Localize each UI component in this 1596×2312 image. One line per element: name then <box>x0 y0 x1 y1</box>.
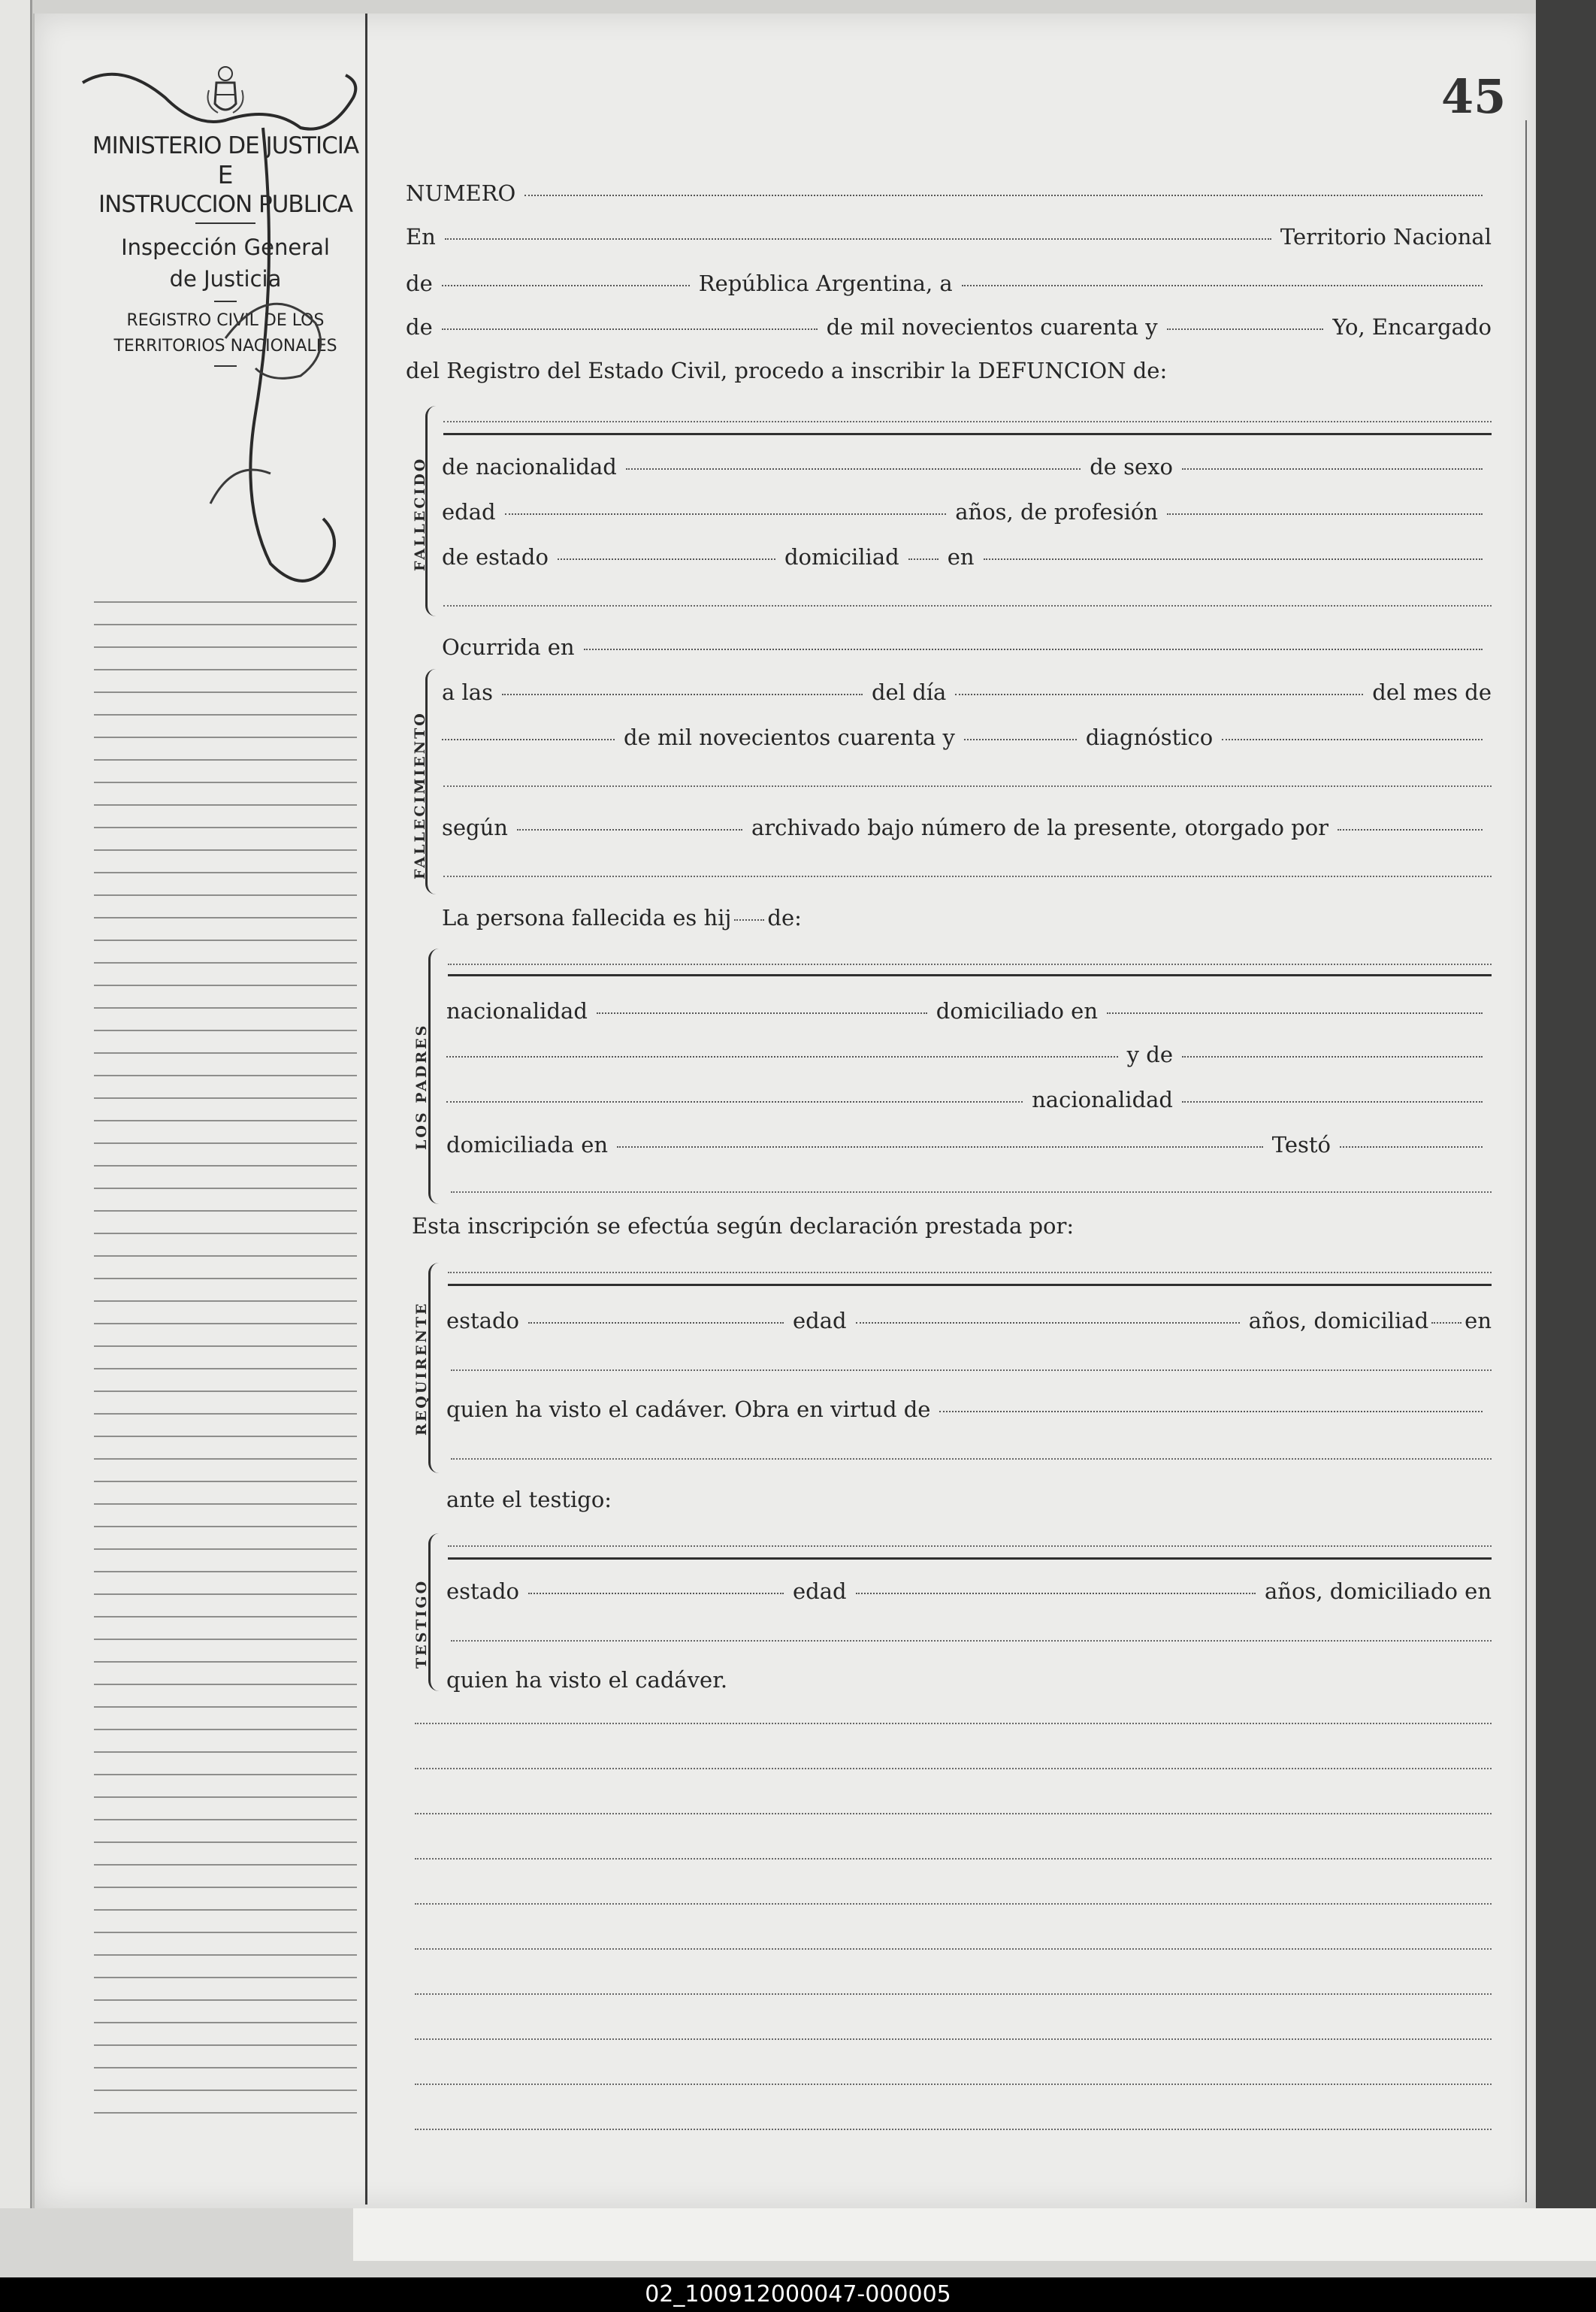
nacionalidad-madre-field[interactable] <box>1182 1101 1483 1103</box>
quien-requirente-label: quien ha visto el cadáver. Obra en virtud de <box>446 1397 931 1422</box>
en-label-fallecido: en <box>947 544 975 570</box>
margin-ruled-lines <box>94 601 357 2135</box>
domicilio-testigo-field[interactable] <box>451 1640 1492 1642</box>
ministry-line-4: Inspección General <box>121 235 330 260</box>
segun-row <box>442 815 1492 840</box>
estado-testigo-field[interactable] <box>528 1593 784 1594</box>
testo-label: Testó <box>1271 1132 1331 1158</box>
testo-field[interactable] <box>1340 1146 1483 1148</box>
diagnostico-label: diagnóstico <box>1085 725 1214 750</box>
padre-nacionalidad-row <box>446 998 1492 1024</box>
estado-requirente-field[interactable] <box>528 1322 784 1324</box>
ministry-line-2: E <box>217 160 234 189</box>
testigo-label: TESTIGO <box>413 1578 430 1669</box>
domicilio-madre-field[interactable] <box>617 1146 1263 1148</box>
ministry-line-3: INSTRUCCION PUBLICA <box>98 191 352 218</box>
domiciliad-requirente-suffix[interactable] <box>1431 1322 1461 1324</box>
edad-testigo-field[interactable] <box>856 1593 1256 1594</box>
diagnostico-field[interactable] <box>1222 739 1483 740</box>
madre-nacionalidad-row <box>446 1087 1492 1112</box>
edad-field[interactable] <box>505 513 947 515</box>
dia-fallecimiento-field[interactable] <box>955 694 1363 695</box>
estado-field[interactable] <box>558 558 775 560</box>
estado-requirente-label: estado <box>446 1308 520 1333</box>
y-de-label: y de <box>1126 1042 1173 1067</box>
domiciliad-label: domiciliad <box>784 544 899 570</box>
ocurrida-label: Ocurrida en <box>442 634 575 660</box>
domicilio-padre-field-2[interactable] <box>446 1056 1118 1058</box>
nacionalidad-field[interactable] <box>626 468 1081 470</box>
declaracion-label: Esta inscripción se efectúa según declaración prestada por: <box>412 1213 1075 1239</box>
estado-label: de estado <box>442 544 549 570</box>
image-caption: 02_100912000047-000005 <box>0 2277 1596 2312</box>
fallecimiento-label: FALLECIMIENTO <box>412 711 428 879</box>
anio-field[interactable] <box>1167 328 1324 330</box>
notes-line[interactable] <box>415 1768 1492 1769</box>
notes-line[interactable] <box>415 2084 1492 2085</box>
padres-rule <box>448 974 1492 976</box>
numero-row <box>406 180 1492 206</box>
virtud-field[interactable] <box>939 1411 1483 1412</box>
madre-row <box>446 1042 1492 1067</box>
ministry-line-7: TERRITORIOS NACIONALES <box>113 337 337 356</box>
mil-fallecimiento-label: de mil novecientos cuarenta y <box>624 725 955 750</box>
certificado-field[interactable] <box>517 829 742 831</box>
profesion-label: años, de profesión <box>955 499 1158 525</box>
requirente-nombre-field[interactable] <box>448 1272 1492 1273</box>
anio-fallecimiento-field[interactable] <box>964 739 1077 740</box>
virtud-field-2[interactable] <box>451 1458 1492 1460</box>
hijo-de-label: de: <box>767 905 802 931</box>
notes-line[interactable] <box>415 1903 1492 1905</box>
diagnostico-field-2[interactable] <box>443 785 1492 787</box>
del-dia-label: del día <box>871 679 947 705</box>
de-label-2: de <box>406 314 433 340</box>
testigo-nombre-field[interactable] <box>448 1545 1492 1547</box>
numero-label: NUMERO <box>406 180 516 206</box>
anio-row <box>442 725 1492 750</box>
nacionalidad-label: de nacionalidad <box>442 454 617 480</box>
profesion-field[interactable] <box>1167 513 1483 515</box>
territorio-field[interactable] <box>442 285 690 286</box>
edad-requirente-field[interactable] <box>856 1322 1240 1324</box>
fallecido-label: FALLECIDO <box>412 456 428 571</box>
numero-field[interactable] <box>524 195 1483 196</box>
padres-label: LOS PADRES <box>413 1023 430 1150</box>
republica-row <box>406 271 1492 296</box>
anos-testigo-label: años, domiciliado en <box>1265 1578 1492 1604</box>
nombre-field[interactable] <box>443 421 1492 422</box>
testigo-cadaver-row <box>446 1667 1492 1693</box>
notes-line[interactable] <box>415 1723 1492 1724</box>
ministry-line-6: REGISTRO CIVIL DE LOS <box>126 311 325 330</box>
nacionalidad-padre-field[interactable] <box>597 1012 927 1014</box>
edad-requirente-label: edad <box>793 1308 847 1333</box>
padre-nombre-field[interactable] <box>448 964 1492 965</box>
requirente-datos-row <box>446 1308 1492 1333</box>
padres-brace <box>428 949 441 1204</box>
requirente-rule <box>448 1284 1492 1286</box>
testigo-rule <box>448 1557 1492 1560</box>
notes-line[interactable] <box>415 2129 1492 2130</box>
requirente-brace <box>428 1263 441 1473</box>
testigo-intro-row <box>446 1487 1492 1512</box>
notes-line[interactable] <box>415 1993 1492 1995</box>
ministry-line-5: de Justicia <box>169 266 282 292</box>
mes-fallecimiento-field[interactable] <box>442 739 615 740</box>
hijo-suffix-field[interactable] <box>734 919 764 921</box>
nacionalidad-padre-label: nacionalidad <box>446 998 588 1024</box>
domicilio-field[interactable] <box>984 558 1483 560</box>
padres-extra-field[interactable] <box>451 1191 1492 1193</box>
de-label-1: de <box>406 271 433 296</box>
quien-testigo-label: quien ha visto el cadáver. <box>446 1667 728 1693</box>
archivado-label: archivado bajo número de la presente, otorgado por <box>751 815 1329 840</box>
testigo-intro-label: ante el testigo: <box>446 1487 612 1512</box>
madre-domicilio-row <box>446 1132 1492 1158</box>
en-label: En <box>406 224 436 250</box>
yo-label: Yo, Encargado <box>1332 314 1492 340</box>
madre-nombre-field-2[interactable] <box>446 1101 1023 1103</box>
domicilio-field-2[interactable] <box>443 605 1492 607</box>
nacionalidad-row <box>442 454 1492 480</box>
domicilio-requirente-field[interactable] <box>451 1369 1492 1371</box>
en-requirente-label: en <box>1465 1308 1492 1333</box>
notes-line[interactable] <box>415 2038 1492 2040</box>
otorgado-field-2[interactable] <box>443 876 1492 877</box>
edad-testigo-label: edad <box>793 1578 847 1604</box>
notes-line[interactable] <box>415 1858 1492 1860</box>
hijo-row <box>442 905 1492 931</box>
hora-row <box>442 679 1492 705</box>
right-border <box>1525 120 1527 2202</box>
sexo-field[interactable] <box>1182 468 1483 470</box>
hora-field[interactable] <box>502 694 863 695</box>
domiciliado-label: domiciliado en <box>936 998 1098 1024</box>
requirente-label: REQUIRENTE <box>413 1301 430 1436</box>
en-row <box>406 224 1492 250</box>
mes-field[interactable] <box>442 328 818 330</box>
requirente-cadaver-row <box>446 1397 1492 1422</box>
notes-line[interactable] <box>415 1948 1492 1950</box>
domicilio-padre-field[interactable] <box>1107 1012 1483 1014</box>
ministry-line-1: MINISTERIO DE JUSTICIA <box>92 132 359 159</box>
anos-requirente-label: años, domiciliad <box>1248 1308 1429 1333</box>
fallecido-rule <box>443 433 1492 435</box>
del-mes-label: del mes de <box>1372 679 1492 705</box>
registro-label: del Registro del Estado Civil, procedo a inscribir la DEFUNCION de: <box>406 358 1168 383</box>
notes-line[interactable] <box>415 1813 1492 1814</box>
testigo-datos-row <box>446 1578 1492 1604</box>
domiciliad-suffix-field[interactable] <box>908 558 939 560</box>
page-number: 45 <box>1441 69 1507 124</box>
ocurrida-field[interactable] <box>584 649 1483 650</box>
segun-label: según <box>442 815 508 840</box>
declaracion-row <box>412 1213 1492 1239</box>
madre-nombre-field[interactable] <box>1182 1056 1483 1058</box>
edad-row <box>442 499 1492 525</box>
lugar-field[interactable] <box>445 238 1271 240</box>
territorio-label: Territorio Nacional <box>1280 224 1492 250</box>
a-las-label: a las <box>442 679 493 705</box>
republica-label: República Argentina, a <box>698 271 953 296</box>
registro-row <box>406 358 1492 383</box>
dia-field[interactable] <box>962 285 1483 286</box>
nacionalidad-madre-label: nacionalidad <box>1032 1087 1173 1112</box>
edad-label: edad <box>442 499 496 525</box>
estado-row <box>442 544 1492 570</box>
left-page-edge <box>0 0 32 2240</box>
handwritten-signature <box>75 53 376 601</box>
hijo-label: La persona fallecida es hij <box>442 905 732 931</box>
fecha-row <box>406 314 1492 340</box>
book-edge <box>1536 0 1596 2277</box>
sexo-label: de sexo <box>1090 454 1173 480</box>
otorgado-field[interactable] <box>1338 829 1483 831</box>
estado-testigo-label: estado <box>446 1578 520 1604</box>
mil-label: de mil novecientos cuarenta y <box>826 314 1158 340</box>
testigo-brace <box>428 1533 441 1691</box>
bottom-paper <box>353 2208 1596 2261</box>
domiciliada-label: domiciliada en <box>446 1132 609 1158</box>
ocurrida-row <box>442 634 1492 660</box>
